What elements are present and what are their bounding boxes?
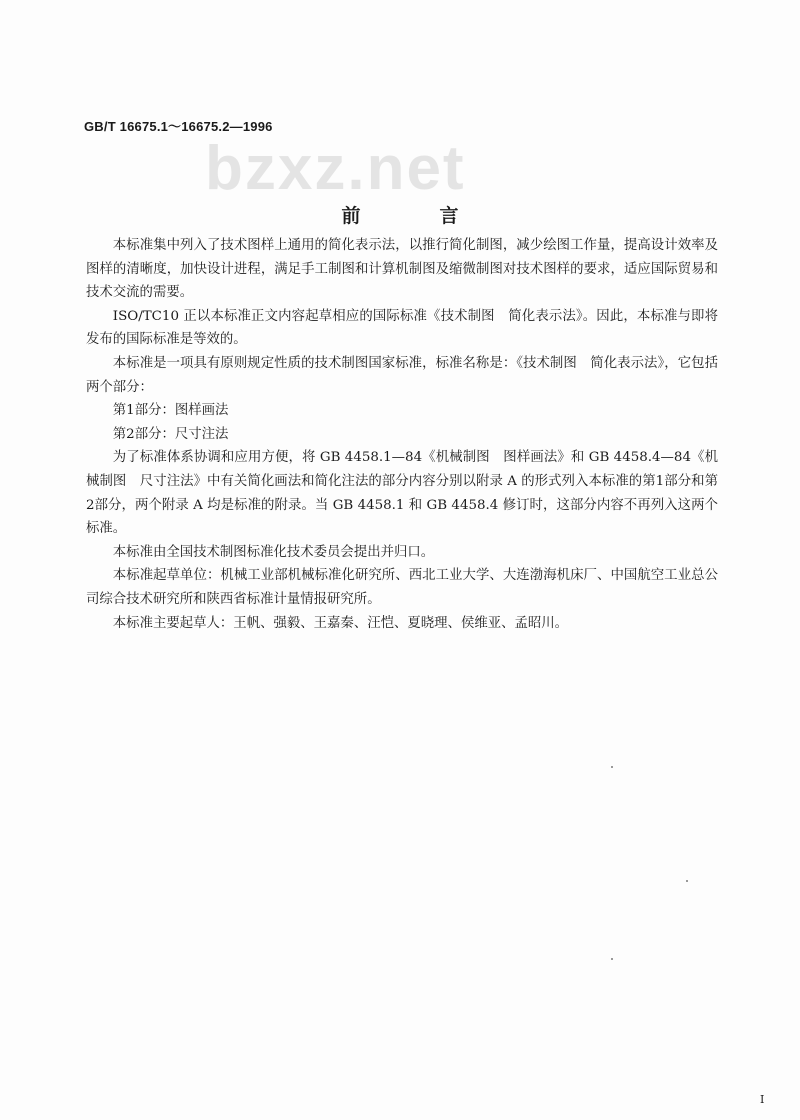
scan-speck — [611, 766, 613, 768]
paragraph: 本标准集中列入了技术图样上通用的简化表示法，以推行简化制图，减少绘图工作量，提高设计效率及图样的清晰度，加快设计进程，满足手工制图和计算机制图及缩微制图对技术图样的要求，适应国际贸易和技术交流的需要。 — [86, 238, 718, 301]
paragraph: 第1部分：图样画法 — [112, 403, 229, 419]
watermark: bzxz.net — [205, 134, 466, 203]
paragraph: 本标准是一项具有原则规定性质的技术制图国家标准，标准名称是：《技术制图 简化表示法》，它包括两个部分： — [86, 355, 718, 395]
paragraph: 本标准起草单位：机械工业部机械标准化研究所、西北工业大学、大连渤海机床厂、中国航空工业总公司综合技术研究所和陕西省标准计量情报研究所。 — [86, 568, 718, 607]
scan-speck — [686, 880, 688, 882]
paragraph: 本标准主要起草人：王帆、强毅、王嘉秦、汪恺、夏晓理、侯维亚、孟昭川。 — [112, 615, 569, 631]
standard-number: GB/T 16675.1～16675.2—1996 — [84, 119, 273, 134]
page-number: I — [760, 1093, 765, 1106]
paragraph: 为了标准体系协调和应用方便，将 GB 4458.1—84《机械制图 图样画法》和 GB 4458.4—84《机械制图 尺寸注法》中有关简化画法和简化注法的部分内容分别以附录 A 的形式列入本标准的第1部分和第2部分，两个附录 A 均是标准的附录。当 GB 4458.1 和 GB 4458.4 修订时，这部分内容不再列入这两个标准。 — [86, 450, 718, 537]
paragraph: ISO/TC10 正以本标准正文内容起草相应的国际标准《技术制图 简化表示法》。因此，本标准与即将发布的国际标准是等效的。 — [86, 308, 718, 348]
scan-speck — [611, 958, 613, 960]
paragraph: 第2部分：尺寸注法 — [112, 426, 229, 442]
page-title: 前 言 — [341, 205, 489, 227]
paragraph: 本标准由全国技术制图标准化技术委员会提出并归口。 — [112, 544, 435, 560]
document-body — [86, 234, 718, 635]
